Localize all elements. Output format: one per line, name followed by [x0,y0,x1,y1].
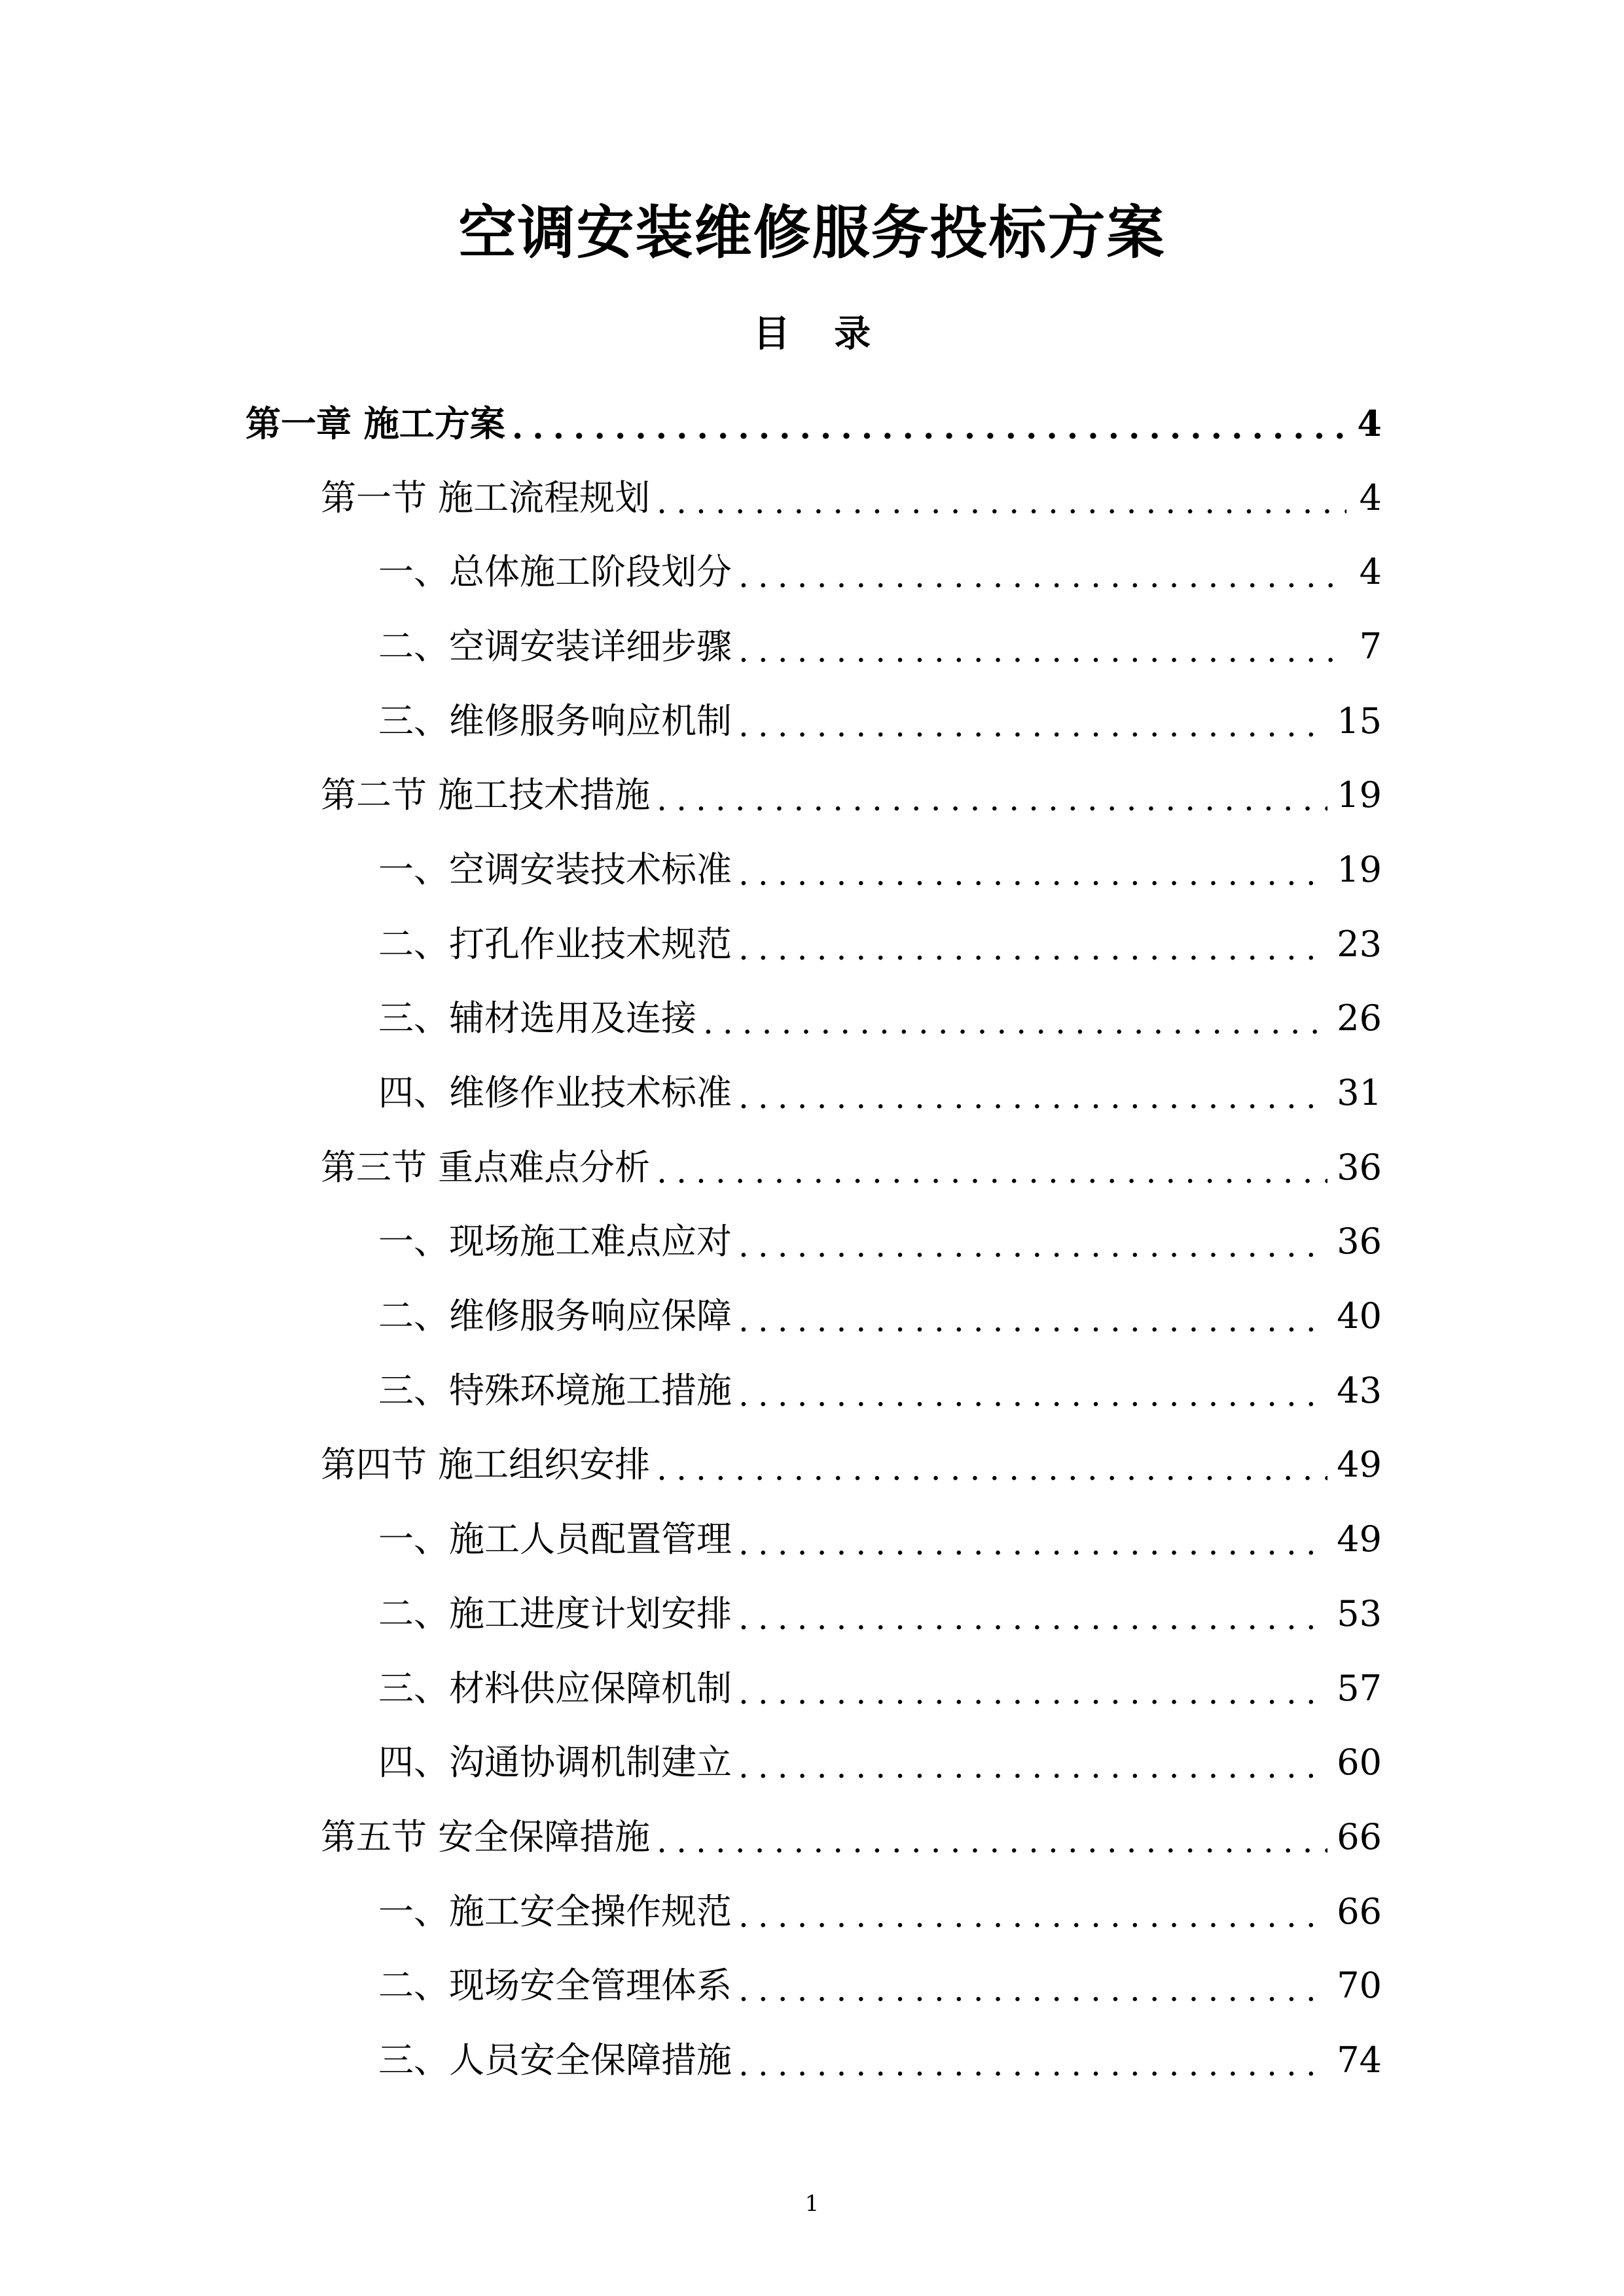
toc-leader-dots [738,1744,1327,1789]
toc-entry[interactable] [0,1130,1624,1205]
toc-entry-text: 二、现场安全管理体系 [378,1965,732,2007]
toc-entry-page: 7 [1359,625,1382,667]
toc-entry[interactable] [0,1279,1624,1354]
toc-entry[interactable] [0,982,1624,1056]
toc-entry-page: 4 [1359,476,1382,518]
toc-leader-dots [738,1670,1327,1715]
toc-leader-dots [738,628,1346,673]
toc-entry-page: 60 [1337,1742,1382,1784]
toc-entry-text: 一、施工人员配置管理 [378,1518,732,1560]
document-title: 空调安装维修服务投标方案 [458,198,1166,266]
toc-entry-text: 第五节 安全保障措施 [321,1816,651,1857]
toc-entry[interactable] [0,1577,1624,1651]
toc-entry-page: 43 [1337,1369,1382,1411]
toc-leader-dots [738,553,1346,599]
toc-leader-dots [738,1893,1327,1939]
toc-entry-text: 第三节 重点难点分析 [321,1146,651,1188]
toc-entry-text: 三、材料供应保障机制 [378,1667,732,1709]
toc-entry[interactable] [0,1874,1624,1949]
toc-leader-dots [657,1818,1327,1864]
toc-entry-page: 19 [1337,774,1382,816]
toc-entry-page: 36 [1337,1146,1382,1188]
toc-leader-dots [703,999,1327,1045]
toc-leader-dots [738,1372,1327,1418]
toc-leader-dots [738,2041,1327,2087]
toc-entry[interactable] [0,1725,1624,1800]
toc-entry-text: 第一节 施工流程规划 [321,476,651,518]
toc-leader-dots [657,1149,1327,1194]
toc-entry-page: 31 [1337,1072,1382,1114]
toc-entry-text: 一、现场施工难点应对 [378,1221,732,1263]
toc-entry-text: 二、施工进度计划安排 [378,1592,732,1634]
toc-leader-dots [738,1520,1327,1566]
toc-entry[interactable] [0,1056,1624,1130]
toc-entry[interactable] [0,1502,1624,1577]
toc-entry[interactable] [0,535,1624,609]
toc-entry-page: 40 [1337,1295,1382,1337]
toc-entry-text: 一、空调安装技术标准 [378,848,732,890]
toc-leader-dots [738,925,1327,971]
toc-leader-dots [738,1223,1327,1268]
toc-leader-dots [738,702,1327,748]
toc-entry-text: 第一章 施工方案 [245,402,505,444]
toc-entry[interactable] [0,386,1624,461]
toc-entry-page: 15 [1337,700,1382,742]
toc-entry-text: 第二节 施工技术措施 [321,774,651,816]
toc-entry-page: 53 [1337,1592,1382,1634]
toc-entry[interactable] [0,684,1624,759]
toc-entry[interactable] [0,758,1624,833]
toc-entry-page: 36 [1337,1221,1382,1263]
toc-entry[interactable] [0,1800,1624,1874]
toc-entry-text: 三、维修服务响应机制 [378,700,732,742]
toc-entry-text: 二、打孔作业技术规范 [378,923,732,965]
toc-entry-page: 19 [1337,848,1382,890]
toc-entry-page: 66 [1337,1890,1382,1932]
toc-entry-text: 三、辅材选用及连接 [378,997,696,1039]
toc-entry-text: 四、沟通协调机制建立 [378,1742,732,1784]
toc-entry-page: 49 [1337,1518,1382,1560]
toc-leader-dots [657,1446,1327,1492]
toc-entry-page: 4 [1359,551,1382,593]
toc-entry-text: 二、空调安装详细步骤 [378,625,732,667]
toc-entry[interactable] [0,461,1624,535]
toc-entry[interactable] [0,1428,1624,1503]
toc-entry-text: 一、总体施工阶段划分 [378,551,732,593]
page-number: 1 [804,2191,820,2217]
toc-entry-text: 三、人员安全保障措施 [378,2039,732,2081]
toc-entry[interactable] [0,907,1624,982]
toc-entry[interactable] [0,1651,1624,1726]
toc-entry[interactable] [0,1354,1624,1428]
toc-entry[interactable] [0,609,1624,684]
toc-leader-dots [657,479,1346,525]
toc-entry-page: 74 [1337,2039,1382,2081]
toc-entry-page: 4 [1357,402,1382,444]
toc-heading: 目 录 [753,312,887,355]
toc-leader-dots [657,776,1327,822]
toc-entry-page: 49 [1337,1444,1382,1486]
toc-leader-dots [738,1595,1327,1641]
toc-entry[interactable] [0,1205,1624,1280]
toc-leader-dots [738,1297,1327,1343]
toc-entry[interactable] [0,833,1624,907]
toc-entry-page: 57 [1337,1667,1382,1709]
toc-leader-dots [738,1967,1327,2013]
toc-entry-text: 二、维修服务响应保障 [378,1295,732,1337]
toc-leader-dots [512,404,1346,450]
toc-entry-page: 26 [1337,997,1382,1039]
table-of-contents [0,386,1624,2098]
toc-leader-dots [738,1074,1327,1120]
toc-entry-text: 四、维修作业技术标准 [378,1072,732,1114]
toc-entry-text: 三、特殊环境施工措施 [378,1369,732,1411]
toc-entry[interactable] [0,1948,1624,2023]
toc-entry-text: 一、施工安全操作规范 [378,1890,732,1932]
toc-entry-page: 66 [1337,1816,1382,1857]
toc-leader-dots [738,851,1327,897]
toc-entry-text: 第四节 施工组织安排 [321,1444,651,1486]
toc-entry-page: 23 [1337,923,1382,965]
toc-entry[interactable] [0,2023,1624,2098]
toc-entry-page: 70 [1337,1965,1382,2007]
